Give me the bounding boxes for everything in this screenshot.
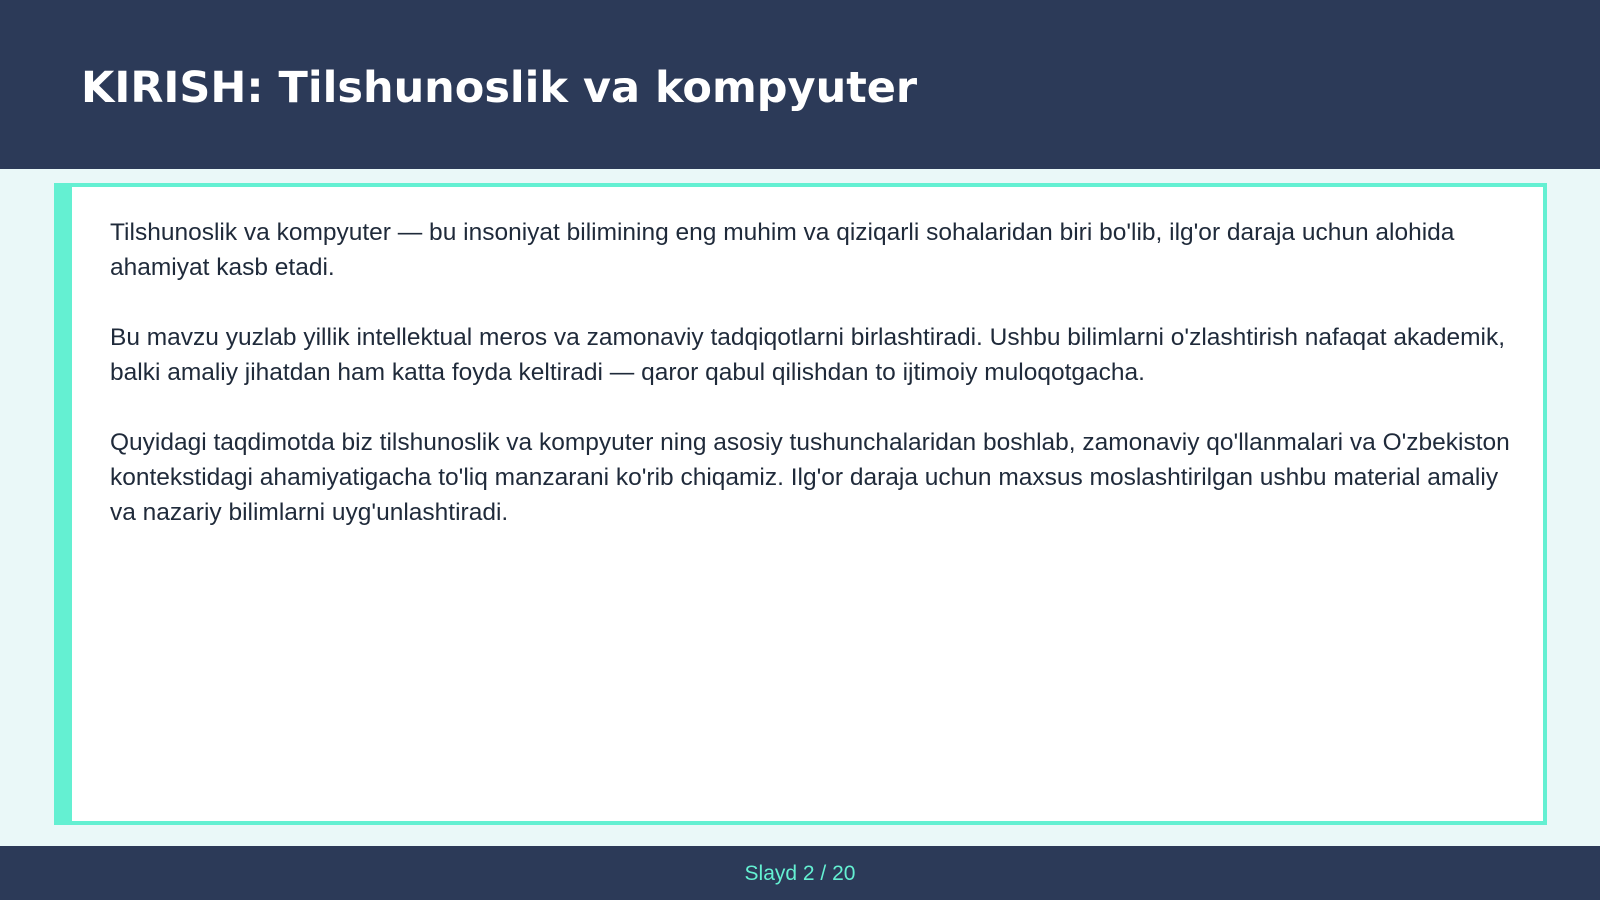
paragraph-intro: Tilshunoslik va kompyuter — bu insoniyat bilimining eng muhim va qiziqarli sohalaridan biri bo'lib, ilg'or daraja uchun alohida ahamiyat kasb etadi.	[110, 219, 1455, 281]
slide-title: KIRISH: Tilshunoslik va kompyuter	[81, 63, 918, 113]
slide-counter: Slayd 2 / 20	[744, 862, 856, 885]
paragraph-heritage: Bu mavzu yuzlab yillik intellektual meros va zamonaviy tadqiqotlarni birlashtiradi. Ushbu bilimlarni o'zlashtirish nafaqat akademik, balki amaliy jihatdan ham katta foyda keltiradi — qaror qabul qilishdan to ijtimoiy muloqotgacha.	[110, 324, 1506, 386]
paragraph-overview: Quyidagi taqdimotda biz tilshunoslik va kompyuter ning asosiy tushunchalaridan boshlab, zamonaviy qo'llanmalari va O'zbekiston kontekstidagi ahamiyatigacha to'liq manzarani ko'rib chiqamiz. Ilg'or daraja uchun maxsus moslashtirilgan ushbu material amaliy va nazariy bilimlarni uyg'unlashtiradi.	[110, 429, 1510, 526]
content-body	[110, 215, 1510, 565]
content-card	[54, 183, 1547, 825]
slide-footer	[0, 846, 1600, 900]
slide-header	[0, 0, 1600, 169]
